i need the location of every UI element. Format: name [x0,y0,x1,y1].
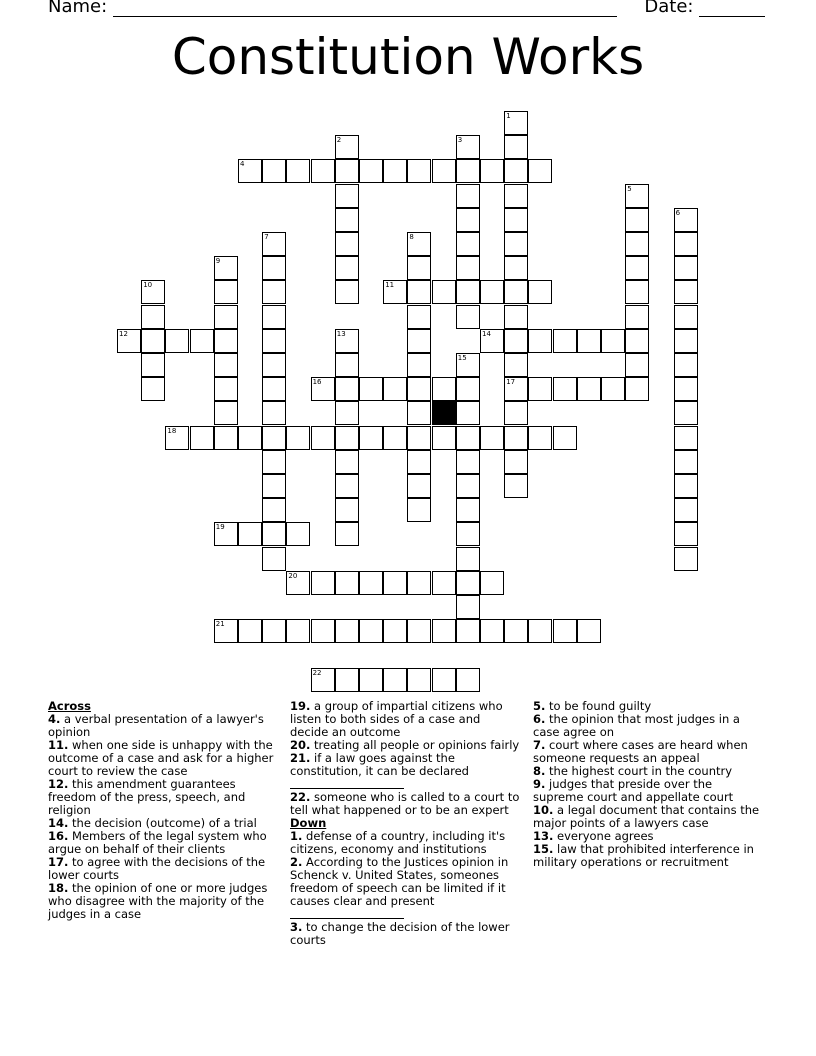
grid-cell[interactable] [335,184,359,208]
clue-item [48,856,274,882]
grid-cell[interactable] [674,547,698,571]
grid-cell[interactable] [528,329,552,353]
clue-text: According to the Justices opinion in Schenck v. United States, someones freedom of speech can be limited if it causes clear and present [290,855,509,908]
clue-number: 16. [48,829,69,843]
grid-cell[interactable] [504,256,528,280]
clue-text: defense of a country, including it's citizens, economy and institutions [290,829,506,856]
clue-number: 1 [506,112,511,120]
grid-cell[interactable] [262,329,286,353]
grid-cell[interactable] [311,571,335,595]
grid-cell[interactable] [262,474,286,498]
grid-cell[interactable] [407,377,431,401]
clue-text: to agree with the decisions of the lower courts [48,855,266,882]
clue-item [290,830,522,856]
clue-number: 17 [506,378,516,387]
grid-cell[interactable] [335,571,359,595]
grid-cell[interactable] [456,595,480,619]
grid-cell[interactable] [335,208,359,232]
grid-cell[interactable] [359,619,383,643]
grid-cell[interactable] [674,208,698,232]
grid-cell[interactable] [504,135,528,159]
clue-item [290,921,522,947]
grid-cell[interactable] [480,329,504,353]
grid-cell[interactable] [528,377,552,401]
clue-number: 8 [409,233,414,241]
clue-number: 16 [312,378,322,387]
grid-cell[interactable] [286,619,310,643]
grid-cell[interactable] [674,280,698,304]
grid-cell[interactable] [504,329,528,353]
grid-cell[interactable] [674,305,698,329]
clue-number: 21. [290,751,311,765]
grid-cell[interactable] [335,256,359,280]
clue-number: 6. [533,712,546,726]
grid-cell[interactable] [383,619,407,643]
grid-cell[interactable] [335,498,359,522]
grid-cell[interactable] [674,474,698,498]
grid-cell[interactable] [238,522,262,546]
grid-cell[interactable] [504,353,528,377]
grid-cell[interactable] [141,353,165,377]
grid-cell[interactable] [407,619,431,643]
grid-cell[interactable] [504,377,528,401]
grid-cell[interactable] [262,498,286,522]
grid-cell[interactable] [407,329,431,353]
clue-number: 21 [215,620,225,629]
grid-cell[interactable] [407,450,431,474]
grid-cell[interactable] [286,571,310,595]
grid-cell[interactable] [335,353,359,377]
grid-cell[interactable] [456,668,480,692]
grid-cell[interactable] [262,619,286,643]
grid-cell[interactable] [214,401,238,425]
clue-number: 17. [48,855,69,869]
grid-cell[interactable] [262,401,286,425]
grid-cell[interactable] [141,305,165,329]
clue-number: 9 [215,257,221,266]
grid-cell[interactable] [528,159,552,183]
grid-cell[interactable] [311,377,335,401]
grid-cell[interactable] [335,280,359,304]
grid-cell[interactable] [165,426,189,450]
clue-number: 22. [290,790,311,804]
clues-column-3 [533,700,765,869]
grid-cell[interactable] [456,619,480,643]
grid-cell[interactable] [214,522,238,546]
grid-cell[interactable] [238,426,262,450]
grid-cell[interactable] [407,498,431,522]
grid-cell[interactable] [577,329,601,353]
clue-number: 15. [533,842,554,856]
clue-number: 12. [48,777,69,791]
grid-cell[interactable] [625,329,649,353]
grid-cell[interactable] [504,305,528,329]
grid-cell[interactable] [335,450,359,474]
grid-cell[interactable] [238,619,262,643]
grid-cell[interactable] [407,256,431,280]
clue-number: 6 [675,208,681,217]
grid-cell[interactable] [504,159,528,183]
clue-text: the opinion that most judges in a case agree on [533,712,740,739]
grid-cell[interactable] [262,232,286,256]
clue-text: to be found guilty [545,699,652,713]
grid-cell[interactable] [625,184,649,208]
clue-text: someone who is called to a court to tell what happened or to be an expert [290,790,520,817]
grid-cell[interactable] [383,571,407,595]
grid-cell[interactable] [407,474,431,498]
grid-cell[interactable] [383,377,407,401]
grid-cell[interactable] [674,426,698,450]
grid-cell[interactable] [407,232,431,256]
grid-cell[interactable] [190,426,214,450]
down-heading: Down [290,816,327,830]
grid-cell[interactable] [262,159,286,183]
clue-item [533,713,765,739]
clue-number: 14. [48,816,69,830]
grid-cell[interactable] [674,353,698,377]
grid-cell[interactable] [214,353,238,377]
clue-item [48,830,274,856]
clue-text: to change the decision of the lower courts [290,920,510,947]
clue-item [48,739,274,778]
clue-number: 5. [533,699,546,713]
clue-number: 8. [533,764,546,778]
clue-number: 7. [533,738,546,752]
grid-cell[interactable] [480,619,504,643]
grid-cell[interactable] [214,426,238,450]
clue-item [533,804,765,830]
clue-number: 20. [290,738,311,752]
clue-number: 19. [290,699,311,713]
grid-cell[interactable] [625,377,649,401]
grid-cell[interactable] [456,184,480,208]
clue-item [290,752,522,791]
grid-cell[interactable] [480,426,504,450]
grid-cell[interactable] [504,232,528,256]
grid-cell[interactable] [432,571,456,595]
grid-cell[interactable] [456,450,480,474]
grid-cell[interactable] [335,401,359,425]
clue-number: 2 [336,136,342,145]
grid-cell[interactable] [432,159,456,183]
clue-text: everyone agrees [553,829,654,843]
grid-cell[interactable] [359,571,383,595]
clue-text: a group of impartial citizens who listen to both sides of a case and decide an outcome [290,699,503,739]
grid-cell[interactable] [432,377,456,401]
clue-text: the highest court in the country [545,764,733,778]
grid-cell[interactable] [504,474,528,498]
grid-cell[interactable] [504,426,528,450]
grid-cell[interactable] [625,353,649,377]
grid-cell[interactable] [311,426,335,450]
grid-cell[interactable] [190,329,214,353]
across-heading: Across [48,699,91,713]
grid-cell[interactable] [383,426,407,450]
grid-cell[interactable] [335,159,359,183]
grid-cell[interactable] [432,280,456,304]
clue-number: 10 [143,281,153,290]
grid-cell[interactable] [601,329,625,353]
grid-cell[interactable] [335,232,359,256]
clue-number: 18 [167,426,177,435]
grid-cell[interactable] [286,522,310,546]
grid-cell[interactable] [625,305,649,329]
grid-cell[interactable] [480,280,504,304]
grid-cell[interactable] [262,353,286,377]
clue-number: 10. [533,803,554,817]
clue-number: 22 [312,668,322,677]
grid-cell[interactable] [286,159,310,183]
grid-cell[interactable] [214,377,238,401]
grid-cell[interactable] [311,619,335,643]
grid-cell[interactable] [165,329,189,353]
grid-cell[interactable] [383,668,407,692]
grid-cell[interactable] [214,280,238,304]
grid-cell[interactable] [335,426,359,450]
grid-cell[interactable] [625,280,649,304]
grid-cell[interactable] [528,619,552,643]
clue-number: 18. [48,881,69,895]
grid-cell[interactable] [238,159,262,183]
grid-cell[interactable] [456,426,480,450]
grid-cell[interactable] [407,426,431,450]
clue-number: 15 [457,354,467,362]
clue-number: 4. [48,712,61,726]
clue-number: 11. [48,738,69,752]
date-label: Date: [644,0,694,17]
grid-cell[interactable] [504,401,528,425]
grid-block [432,401,456,425]
grid-cell[interactable] [456,280,480,304]
clue-text: the opinion of one or more judges who disagree with the majority of the judges in a case [48,881,268,921]
grid-cell[interactable] [577,619,601,643]
grid-cell[interactable] [262,522,286,546]
grid-cell[interactable] [262,377,286,401]
grid-cell[interactable] [577,377,601,401]
grid-cell[interactable] [456,256,480,280]
clue-text: treating all people or opinions fairly [310,738,520,752]
grid-cell[interactable] [504,111,528,135]
clue-number: 3 [457,136,463,145]
clue-item [48,882,274,921]
clue-text: Members of the legal system who argue on behalf of their clients [48,829,267,856]
clue-text: a legal document that contains the major points of a lawyers case [533,803,760,830]
grid-cell[interactable] [262,547,286,571]
clue-number: 13. [533,829,554,843]
grid-cell[interactable] [625,232,649,256]
name-label: Name: [48,0,108,17]
clue-text: law that prohibited interference in military operations or recruitment [533,842,754,869]
clue-item [48,713,274,739]
grid-cell[interactable] [504,184,528,208]
grid-cell[interactable] [528,426,552,450]
grid-cell[interactable] [504,280,528,304]
grid-cell[interactable] [407,353,431,377]
grid-cell[interactable] [214,305,238,329]
clue-number: 2. [290,855,303,869]
grid-cell[interactable] [359,159,383,183]
grid-cell[interactable] [456,571,480,595]
grid-cell[interactable] [601,377,625,401]
grid-cell[interactable] [432,619,456,643]
grid-cell[interactable] [335,377,359,401]
grid-cell[interactable] [117,329,141,353]
grid-cell[interactable] [311,668,335,692]
clue-number: 3. [290,920,303,934]
clue-number: 20 [288,571,298,580]
grid-cell[interactable] [553,619,577,643]
clue-item [290,700,522,739]
grid-cell[interactable] [262,450,286,474]
grid-cell[interactable] [262,426,286,450]
clue-number: 5 [627,184,632,193]
clue-text: the decision (outcome) of a trial [68,816,257,830]
grid-cell[interactable] [674,401,698,425]
grid-cell[interactable] [674,256,698,280]
grid-cell[interactable] [214,619,238,643]
clue-number: 14 [482,329,491,338]
clue-number: 11 [385,281,395,290]
grid-cell[interactable] [407,401,431,425]
grid-cell[interactable] [286,426,310,450]
clue-text: this amendment guarantees freedom of the press, speech, and religion [48,777,246,817]
grid-cell[interactable] [456,305,480,329]
grid-cell[interactable] [553,426,577,450]
answer-blank [290,908,404,919]
clue-number: 19 [215,523,225,532]
clues-column-1 [48,700,274,921]
grid-cell[interactable] [553,329,577,353]
clue-number: 13 [336,329,346,338]
grid-cell[interactable] [674,329,698,353]
grid-cell[interactable] [262,305,286,329]
grid-cell[interactable] [456,547,480,571]
grid-cell[interactable] [674,377,698,401]
grid-cell[interactable] [674,450,698,474]
grid-cell[interactable] [141,329,165,353]
grid-cell[interactable] [432,668,456,692]
grid-cell[interactable] [407,305,431,329]
grid-cell[interactable] [625,208,649,232]
grid-cell[interactable] [359,668,383,692]
grid-cell[interactable] [214,329,238,353]
clue-text: if a law goes against the constitution, it can be declared [290,751,469,778]
grid-cell[interactable] [335,619,359,643]
grid-cell[interactable] [625,256,649,280]
grid-cell[interactable] [456,401,480,425]
grid-cell[interactable] [262,280,286,304]
grid-cell[interactable] [335,474,359,498]
grid-cell[interactable] [456,498,480,522]
clue-item [290,856,522,921]
grid-cell[interactable] [456,159,480,183]
answer-blank [290,778,404,789]
clue-item [533,843,765,869]
grid-cell[interactable] [480,159,504,183]
clue-item [533,739,765,765]
grid-cell[interactable] [504,208,528,232]
grid-cell[interactable] [383,159,407,183]
clue-number: 9. [533,777,546,791]
grid-cell[interactable] [407,159,431,183]
clue-text: judges that preside over the supreme court and appellate court [533,777,734,804]
page-title: Constitution Works [171,28,645,86]
clue-item [533,778,765,804]
clue-number: 1. [290,829,303,843]
grid-cell[interactable] [407,571,431,595]
grid-cell[interactable] [456,135,480,159]
grid-cell[interactable] [674,232,698,256]
grid-cell[interactable] [335,522,359,546]
grid-cell[interactable] [456,474,480,498]
grid-cell[interactable] [359,377,383,401]
grid-cell[interactable] [407,280,431,304]
clue-text: when one side is unhappy with the outcome of a case and ask for a higher court to review the case [48,738,274,778]
grid-cell[interactable] [214,256,238,280]
grid-cell[interactable] [311,159,335,183]
clue-item [48,778,274,817]
grid-cell[interactable] [335,329,359,353]
clue-text: court where cases are heard when someone requests an appeal [533,738,748,765]
grid-cell[interactable] [335,668,359,692]
grid-cell[interactable] [528,280,552,304]
grid-cell[interactable] [674,498,698,522]
grid-cell[interactable] [141,280,165,304]
grid-cell[interactable] [335,135,359,159]
grid-cell[interactable] [383,280,407,304]
grid-cell[interactable] [553,377,577,401]
grid-cell[interactable] [432,426,456,450]
grid-cell[interactable] [456,232,480,256]
grid-cell[interactable] [456,377,480,401]
grid-cell[interactable] [504,450,528,474]
grid-cell[interactable] [456,208,480,232]
grid-cell[interactable] [359,426,383,450]
grid-cell[interactable] [456,522,480,546]
grid-cell[interactable] [262,256,286,280]
grid-cell[interactable] [674,522,698,546]
grid-cell[interactable] [456,353,480,377]
grid-cell[interactable] [141,377,165,401]
clues-column-2 [290,700,522,947]
clue-item [290,791,522,817]
clue-number: 12 [119,329,128,338]
clue-number: 7 [264,233,269,241]
grid-cell[interactable] [504,619,528,643]
clue-text: a verbal presentation of a lawyer's opinion [48,712,264,739]
clue-number: 4 [240,160,245,169]
grid-cell[interactable] [480,571,504,595]
grid-cell[interactable] [407,668,431,692]
